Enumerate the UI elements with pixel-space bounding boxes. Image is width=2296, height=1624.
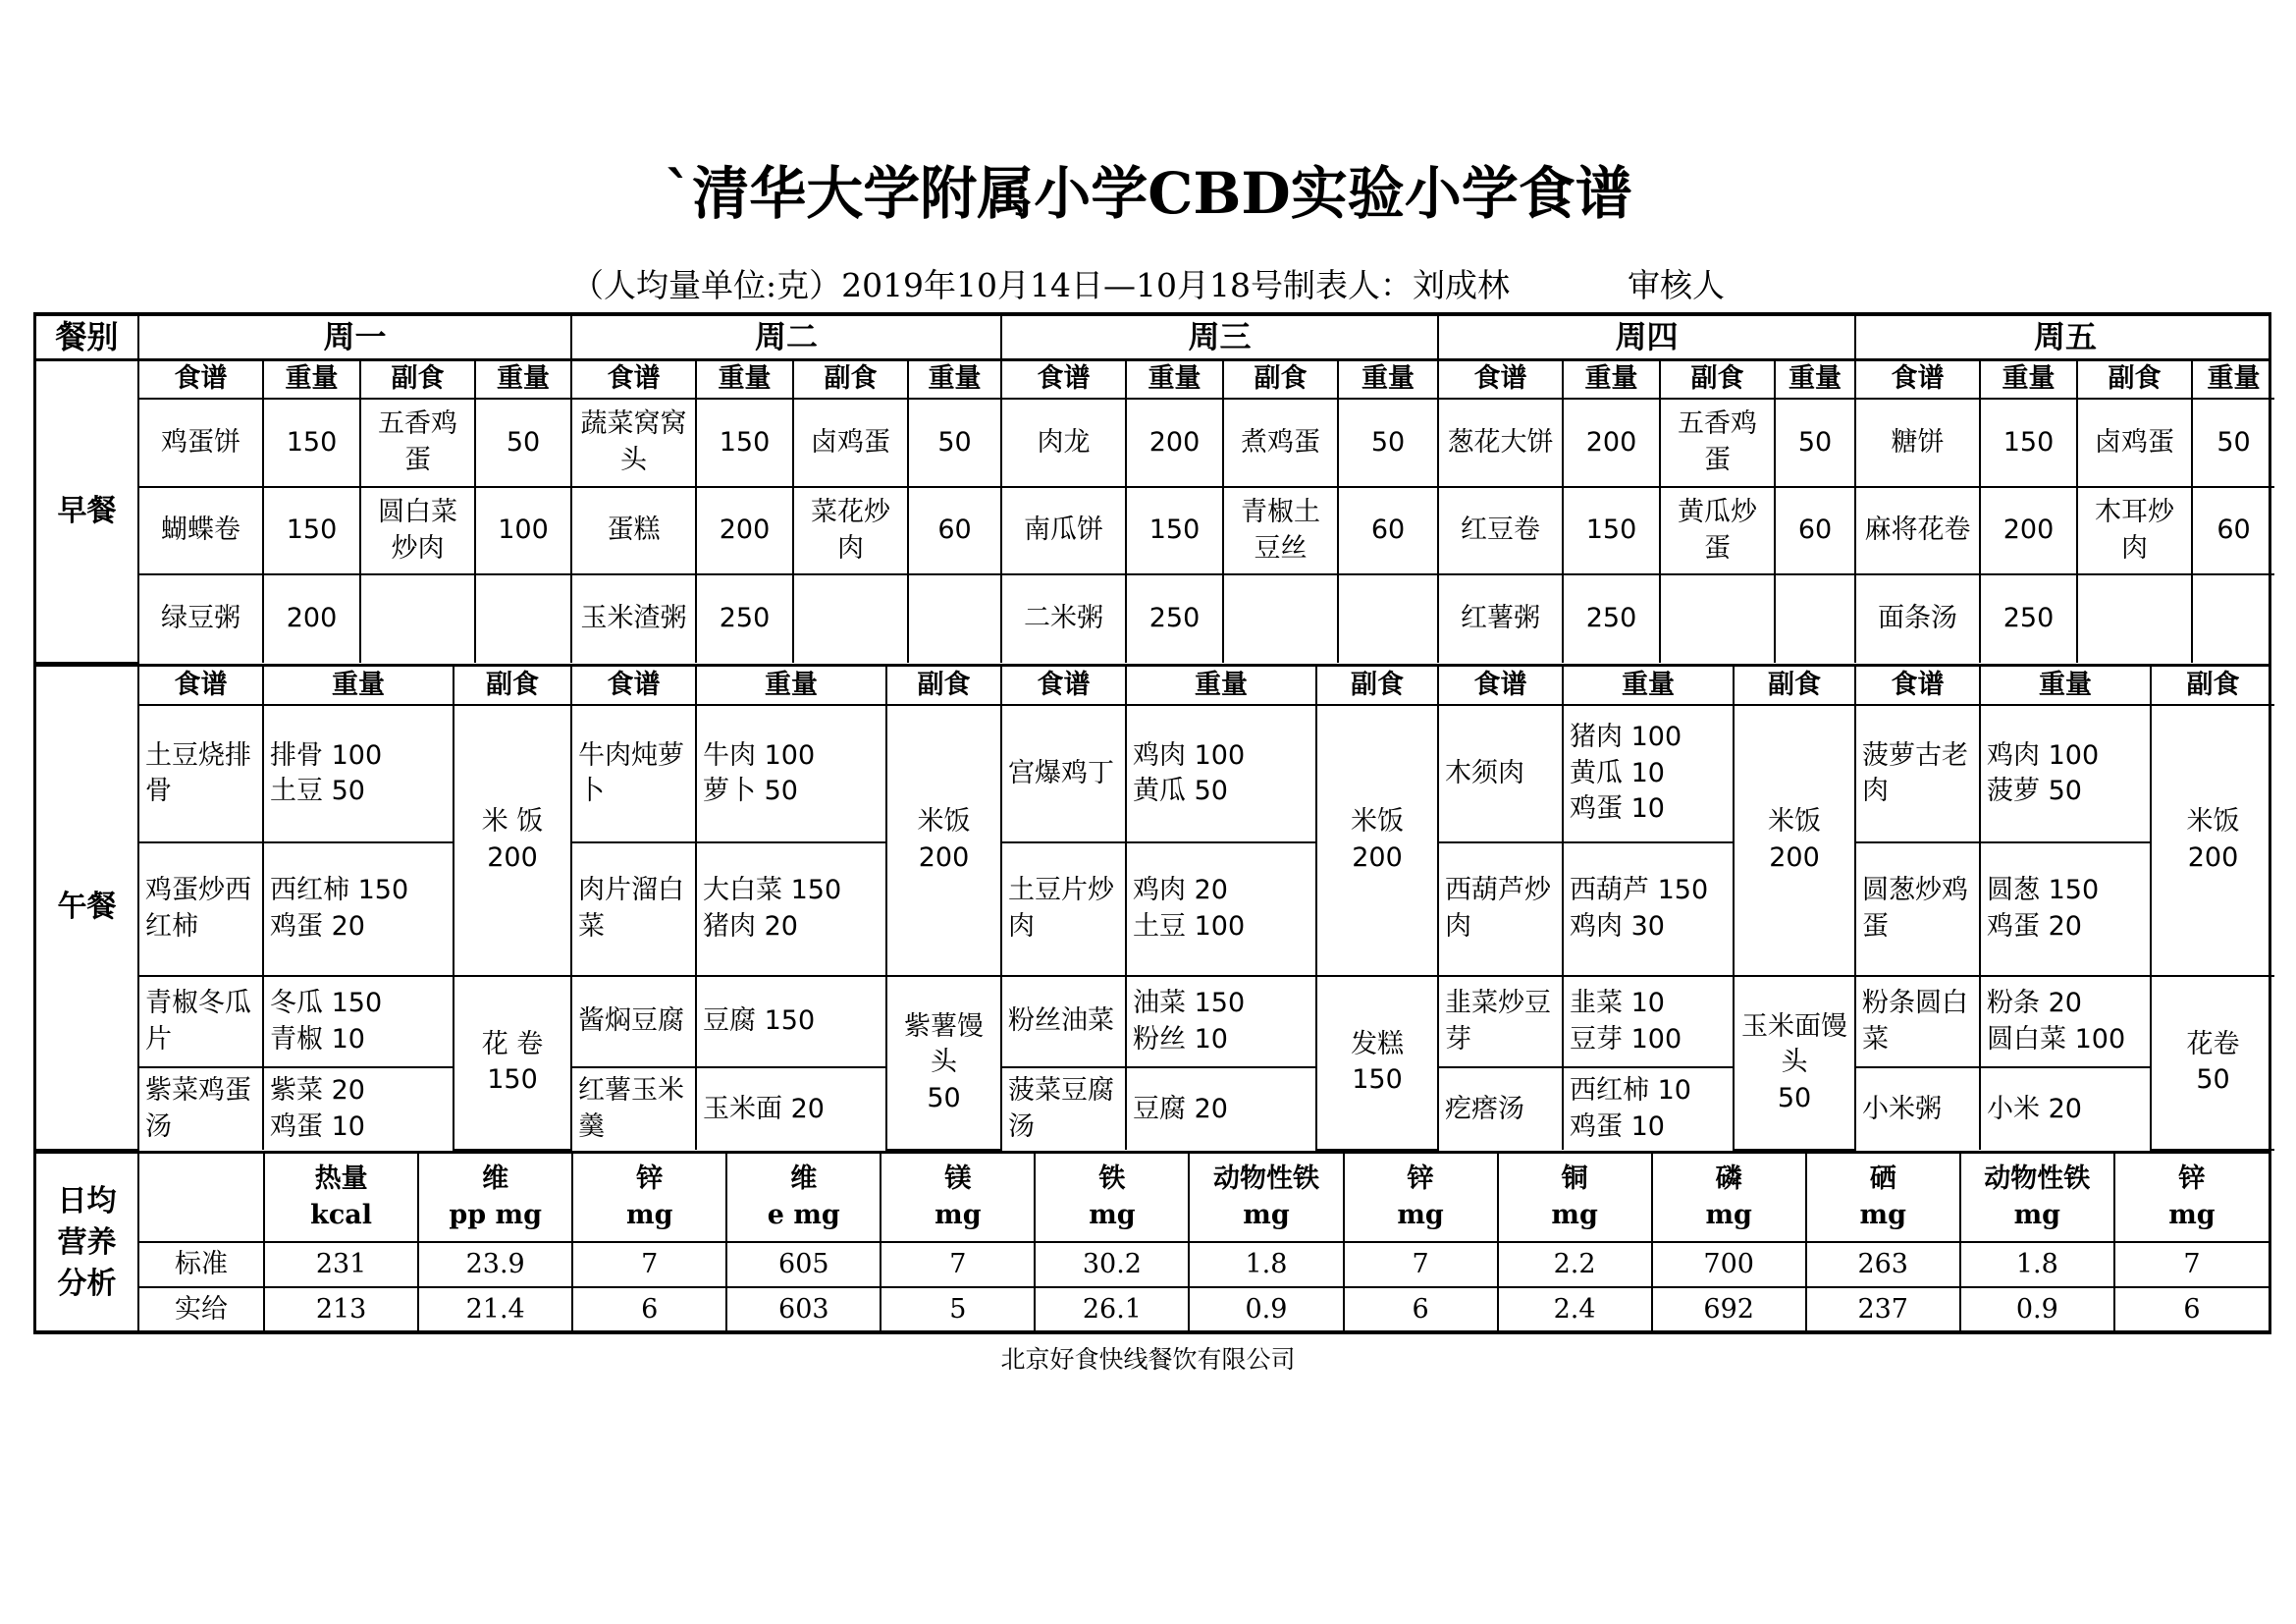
column-header: 副食	[1223, 361, 1338, 399]
side-dish-name: 木耳炒肉	[2077, 487, 2192, 575]
weight-value: 250	[696, 574, 793, 663]
column-header: 重量	[263, 667, 454, 705]
weight-value: 150	[1126, 487, 1223, 575]
nutrient-header	[1035, 1154, 1189, 1242]
staple-food: 紫薯馒头 50	[886, 976, 1001, 1150]
recipe-name: 玉米渣粥	[571, 574, 696, 663]
staple-food: 花卷 50	[2151, 976, 2274, 1150]
meal-label: 午餐	[36, 667, 138, 1150]
subtitle-main: （人均量单位:克）2019年10月14日—10月18号制表人：刘成林	[570, 266, 1511, 304]
ingredient-weights: 豆腐 20	[1126, 1067, 1316, 1150]
weight-value: 200	[1563, 399, 1660, 487]
column-header: 副食	[360, 361, 475, 399]
column-header: 重量	[1775, 361, 1855, 399]
ingredient-weights: 油菜 150 粉丝 10	[1126, 976, 1316, 1068]
side-dish-name: 卤鸡蛋	[793, 399, 908, 487]
weight-value: 150	[263, 487, 360, 575]
weight-value: 200	[1980, 487, 2077, 575]
column-header: 重量	[1980, 361, 2077, 399]
weight-value: 200	[1126, 399, 1223, 487]
column-header: 副食	[1734, 667, 1855, 705]
column-header: 重量	[696, 361, 793, 399]
weight-value: 150	[263, 399, 360, 487]
lunch-section	[33, 667, 2271, 1154]
side-dish-name: 煮鸡蛋	[1223, 399, 1338, 487]
column-header: 食谱	[1001, 667, 1126, 705]
column-header: 重量	[1563, 361, 1660, 399]
lunch-dish-name: 肉片溜白菜	[571, 842, 696, 976]
weight-value: 50	[2192, 399, 2274, 487]
nutrition-label: 日均营养分析	[36, 1154, 138, 1332]
nutrient-header	[1960, 1154, 2114, 1242]
ingredient-weights: 豆腐 150	[696, 976, 886, 1068]
column-header: 副食	[2077, 361, 2192, 399]
lunch-dish-name: 牛肉炖萝卜	[571, 705, 696, 842]
lunch-dish-name: 疙瘩汤	[1438, 1067, 1563, 1150]
weight-value	[475, 574, 571, 663]
nutrient-value: 1.8	[1189, 1242, 1343, 1287]
day-header: 周一	[138, 316, 571, 358]
nutrient-value: 7	[1344, 1242, 1498, 1287]
column-header: 副食	[886, 667, 1001, 705]
ingredient-weights: 猪肉 100 黄瓜 10 鸡蛋 10	[1563, 705, 1734, 842]
lunch-dish-name: 紫菜鸡蛋汤	[138, 1067, 263, 1150]
lunch-dish-name: 菠萝古老肉	[1855, 705, 1980, 842]
ingredient-weights: 鸡肉 100 菠萝 50	[1980, 705, 2151, 842]
nutrient-unit: e mg	[767, 1199, 840, 1230]
recipe-name: 糖饼	[1855, 399, 1980, 487]
ingredient-weights: 牛肉 100 萝卜 50	[696, 705, 886, 842]
column-header: 食谱	[1855, 667, 1980, 705]
company-footer: 北京好食快线餐饮有限公司	[1000, 1345, 1296, 1374]
side-dish-name: 黄瓜炒蛋	[1660, 487, 1775, 575]
nutrient-name: 铜	[1561, 1164, 1588, 1195]
column-header: 重量	[1563, 667, 1734, 705]
column-header: 重量	[1338, 361, 1438, 399]
nutrient-header	[1806, 1154, 1960, 1242]
lunch-dish-name: 小米粥	[1855, 1067, 1980, 1150]
nutrition-row-label: 标准	[138, 1242, 264, 1287]
lunch-dish-name: 土豆片炒肉	[1001, 842, 1126, 976]
nutrient-unit: mg	[1243, 1199, 1290, 1230]
nutrient-value: 231	[264, 1242, 418, 1287]
nutrient-value: 263	[1806, 1242, 1960, 1287]
nutrient-header	[1344, 1154, 1498, 1242]
nutrient-unit: mg	[1551, 1199, 1598, 1230]
recipe-name: 蔬菜窝窝头	[571, 399, 696, 487]
nutrient-name: 磷	[1715, 1164, 1742, 1195]
side-dish-name	[793, 574, 908, 663]
side-dish-name	[1223, 574, 1338, 663]
ingredient-weights: 圆葱 150 鸡蛋 20	[1980, 842, 2151, 976]
nutrient-header	[572, 1154, 726, 1242]
nutrient-value: 7	[572, 1242, 726, 1287]
column-header: 食谱	[138, 667, 263, 705]
column-header: 食谱	[1438, 361, 1563, 399]
weight-value: 200	[696, 487, 793, 575]
recipe-name: 蛋糕	[571, 487, 696, 575]
column-header: 重量	[1126, 361, 1223, 399]
nutrient-value: 605	[726, 1242, 881, 1287]
recipe-name: 南瓜饼	[1001, 487, 1126, 575]
ingredient-weights: 西红柿 150 鸡蛋 20	[263, 842, 454, 976]
column-header: 副食	[1316, 667, 1438, 705]
day-header: 周四	[1438, 316, 1855, 358]
nutrient-name: 维	[790, 1164, 818, 1195]
side-dish-name	[2077, 574, 2192, 663]
recipe-name: 红豆卷	[1438, 487, 1563, 575]
weight-value: 250	[1980, 574, 2077, 663]
nutrient-unit: mg	[2168, 1199, 2216, 1230]
nutrient-name: 动物性铁	[1212, 1164, 1319, 1195]
lunch-dish-name: 酱焖豆腐	[571, 976, 696, 1068]
nutrient-value: 6	[2114, 1287, 2269, 1332]
nutrient-header	[1652, 1154, 1806, 1242]
nutrient-value: 692	[1652, 1287, 1806, 1332]
weight-value: 250	[1563, 574, 1660, 663]
nutrient-header	[881, 1154, 1035, 1242]
ingredient-weights: 西葫芦 150 鸡肉 30	[1563, 842, 1734, 976]
nutrient-unit: mg	[1089, 1199, 1136, 1230]
recipe-name: 麻将花卷	[1855, 487, 1980, 575]
column-header: 重量	[263, 361, 360, 399]
recipe-name: 二米粥	[1001, 574, 1126, 663]
ingredient-weights: 紫菜 20 鸡蛋 10	[263, 1067, 454, 1150]
ingredient-weights: 韭菜 10 豆芽 100	[1563, 976, 1734, 1068]
column-header: 副食	[1660, 361, 1775, 399]
weight-value: 150	[1980, 399, 2077, 487]
column-header: 重量	[1980, 667, 2151, 705]
nutrient-unit: mg	[2013, 1199, 2061, 1230]
day-header: 周五	[1855, 316, 2274, 358]
ingredient-weights: 小米 20	[1980, 1067, 2151, 1150]
nutrient-header	[418, 1154, 572, 1242]
nutrient-value: 7	[2114, 1242, 2269, 1287]
side-dish-name	[360, 574, 475, 663]
nutrient-value: 2.4	[1498, 1287, 1652, 1332]
side-dish-name	[1660, 574, 1775, 663]
nutrient-name: 镁	[944, 1164, 972, 1195]
column-header: 食谱	[1438, 667, 1563, 705]
nutrient-unit: mg	[1705, 1199, 1752, 1230]
weight-value	[1338, 574, 1438, 663]
staple-food: 米饭 200	[1316, 705, 1438, 976]
nutrient-value: 213	[264, 1287, 418, 1332]
nutrient-name: 铁	[1098, 1164, 1126, 1195]
recipe-name: 葱花大饼	[1438, 399, 1563, 487]
column-header: 食谱	[138, 361, 263, 399]
nutrient-header	[264, 1154, 418, 1242]
weight-value: 50	[1338, 399, 1438, 487]
side-dish-name: 卤鸡蛋	[2077, 399, 2192, 487]
nutrient-value: 5	[881, 1287, 1035, 1332]
nutrition-row-label: 实给	[138, 1287, 264, 1332]
staple-food: 米饭 200	[2151, 705, 2274, 976]
nutrient-value: 603	[726, 1287, 881, 1332]
nutrient-unit: mg	[934, 1199, 982, 1230]
day-header: 周三	[1001, 316, 1438, 358]
subtitle	[0, 260, 2296, 306]
nutrient-header	[1498, 1154, 1652, 1242]
side-dish-name: 五香鸡蛋	[1660, 399, 1775, 487]
lunch-dish-name: 粉丝油菜	[1001, 976, 1126, 1068]
nutrient-unit: mg	[1397, 1199, 1444, 1230]
nutrient-name: 硒	[1869, 1164, 1896, 1195]
lunch-dish-name: 鸡蛋炒西红柿	[138, 842, 263, 976]
subtitle-review: 审核人	[1628, 266, 1726, 304]
weight-value	[1775, 574, 1855, 663]
nutrient-unit: pp mg	[449, 1199, 542, 1230]
day-header: 周二	[571, 316, 1001, 358]
staple-food: 发糕 150	[1316, 976, 1438, 1150]
nutrient-value: 0.9	[1960, 1287, 2114, 1332]
column-header: 食谱	[571, 667, 696, 705]
ingredient-weights: 冬瓜 150 青椒 10	[263, 976, 454, 1068]
nutrient-unit: kcal	[310, 1199, 373, 1230]
weight-value: 50	[475, 399, 571, 487]
nutrient-value: 26.1	[1035, 1287, 1189, 1332]
nutrient-name: 热量	[314, 1164, 368, 1195]
lunch-dish-name: 木须肉	[1438, 705, 1563, 842]
nutrition-section	[33, 1154, 2271, 1334]
nutrient-unit: mg	[626, 1199, 673, 1230]
recipe-name: 红薯粥	[1438, 574, 1563, 663]
weight-value: 60	[1338, 487, 1438, 575]
weight-value: 100	[475, 487, 571, 575]
nutrient-value: 2.2	[1498, 1242, 1652, 1287]
column-header: 食谱	[1001, 361, 1126, 399]
column-header: 副食	[2151, 667, 2274, 705]
recipe-name: 肉龙	[1001, 399, 1126, 487]
ingredient-weights: 大白菜 150 猪肉 20	[696, 842, 886, 976]
staple-food: 米饭 200	[1734, 705, 1855, 976]
nutrient-value: 23.9	[418, 1242, 572, 1287]
lunch-dish-name: 韭菜炒豆芽	[1438, 976, 1563, 1068]
nutrient-header	[1189, 1154, 1343, 1242]
nutrient-value: 21.4	[418, 1287, 572, 1332]
side-dish-name: 圆白菜炒肉	[360, 487, 475, 575]
nutrient-name: 维	[482, 1164, 509, 1195]
nutrition-corner	[138, 1154, 264, 1242]
column-header: 重量	[2192, 361, 2274, 399]
nutrient-value: 1.8	[1960, 1242, 2114, 1287]
ingredient-weights: 鸡肉 100 黄瓜 50	[1126, 705, 1316, 842]
lunch-dish-name: 红薯玉米羹	[571, 1067, 696, 1150]
day-header-section	[33, 312, 2271, 361]
nutrient-name: 动物性铁	[1984, 1164, 2091, 1195]
weight-value: 60	[2192, 487, 2274, 575]
lunch-dish-name: 圆葱炒鸡蛋	[1855, 842, 1980, 976]
nutrient-unit: mg	[1859, 1199, 1906, 1230]
column-header: 重量	[475, 361, 571, 399]
nutrient-value: 7	[881, 1242, 1035, 1287]
ingredient-weights: 西红柿 10 鸡蛋 10	[1563, 1067, 1734, 1150]
lunch-dish-name: 粉条圆白菜	[1855, 976, 1980, 1068]
nutrient-value: 6	[572, 1287, 726, 1332]
nutrient-value: 30.2	[1035, 1242, 1189, 1287]
column-header: 重量	[908, 361, 1001, 399]
weight-value: 50	[1775, 399, 1855, 487]
recipe-name: 绿豆粥	[138, 574, 263, 663]
staple-food: 玉米面馒头 50	[1734, 976, 1855, 1150]
nutrient-name: 锌	[636, 1164, 664, 1195]
lunch-dish-name: 土豆烧排骨	[138, 705, 263, 842]
ingredient-weights: 玉米面 20	[696, 1067, 886, 1150]
lunch-dish-name: 宫爆鸡丁	[1001, 705, 1126, 842]
recipe-name: 蝴蝶卷	[138, 487, 263, 575]
weight-value	[908, 574, 1001, 663]
meal-label-header: 餐别	[36, 316, 138, 358]
ingredient-weights: 鸡肉 20 土豆 100	[1126, 842, 1316, 976]
weight-value: 50	[908, 399, 1001, 487]
nutrient-name: 锌	[2178, 1164, 2206, 1195]
weight-value: 200	[263, 574, 360, 663]
breakfast-section	[33, 361, 2271, 667]
staple-food: 米 饭 200	[454, 705, 571, 976]
weight-value	[2192, 574, 2274, 663]
nutrient-value: 237	[1806, 1287, 1960, 1332]
meal-label: 早餐	[36, 361, 138, 663]
staple-food: 花 卷 150	[454, 976, 571, 1150]
lunch-dish-name: 青椒冬瓜片	[138, 976, 263, 1068]
column-header: 食谱	[1855, 361, 1980, 399]
column-header: 副食	[793, 361, 908, 399]
staple-food: 米饭 200	[886, 705, 1001, 976]
recipe-name: 面条汤	[1855, 574, 1980, 663]
recipe-name: 鸡蛋饼	[138, 399, 263, 487]
column-header: 重量	[696, 667, 886, 705]
weight-value: 60	[908, 487, 1001, 575]
lunch-dish-name: 西葫芦炒肉	[1438, 842, 1563, 976]
nutrient-value: 700	[1652, 1242, 1806, 1287]
column-header: 副食	[454, 667, 571, 705]
side-dish-name: 青椒土豆丝	[1223, 487, 1338, 575]
page-title: `清华大学附属小学CBD实验小学食谱	[664, 160, 1632, 227]
weight-value: 150	[696, 399, 793, 487]
ingredient-weights: 粉条 20 圆白菜 100	[1980, 976, 2151, 1068]
side-dish-name: 菜花炒肉	[793, 487, 908, 575]
side-dish-name: 五香鸡蛋	[360, 399, 475, 487]
lunch-dish-name: 菠菜豆腐汤	[1001, 1067, 1126, 1150]
column-header: 食谱	[571, 361, 696, 399]
column-header: 重量	[1126, 667, 1316, 705]
nutrient-value: 0.9	[1189, 1287, 1343, 1332]
nutrient-header	[2114, 1154, 2269, 1242]
nutrient-name: 锌	[1407, 1164, 1434, 1195]
weight-value: 60	[1775, 487, 1855, 575]
ingredient-weights: 排骨 100 土豆 50	[263, 705, 454, 842]
weight-value: 250	[1126, 574, 1223, 663]
weight-value: 150	[1563, 487, 1660, 575]
nutrient-header	[726, 1154, 881, 1242]
nutrient-value: 6	[1344, 1287, 1498, 1332]
